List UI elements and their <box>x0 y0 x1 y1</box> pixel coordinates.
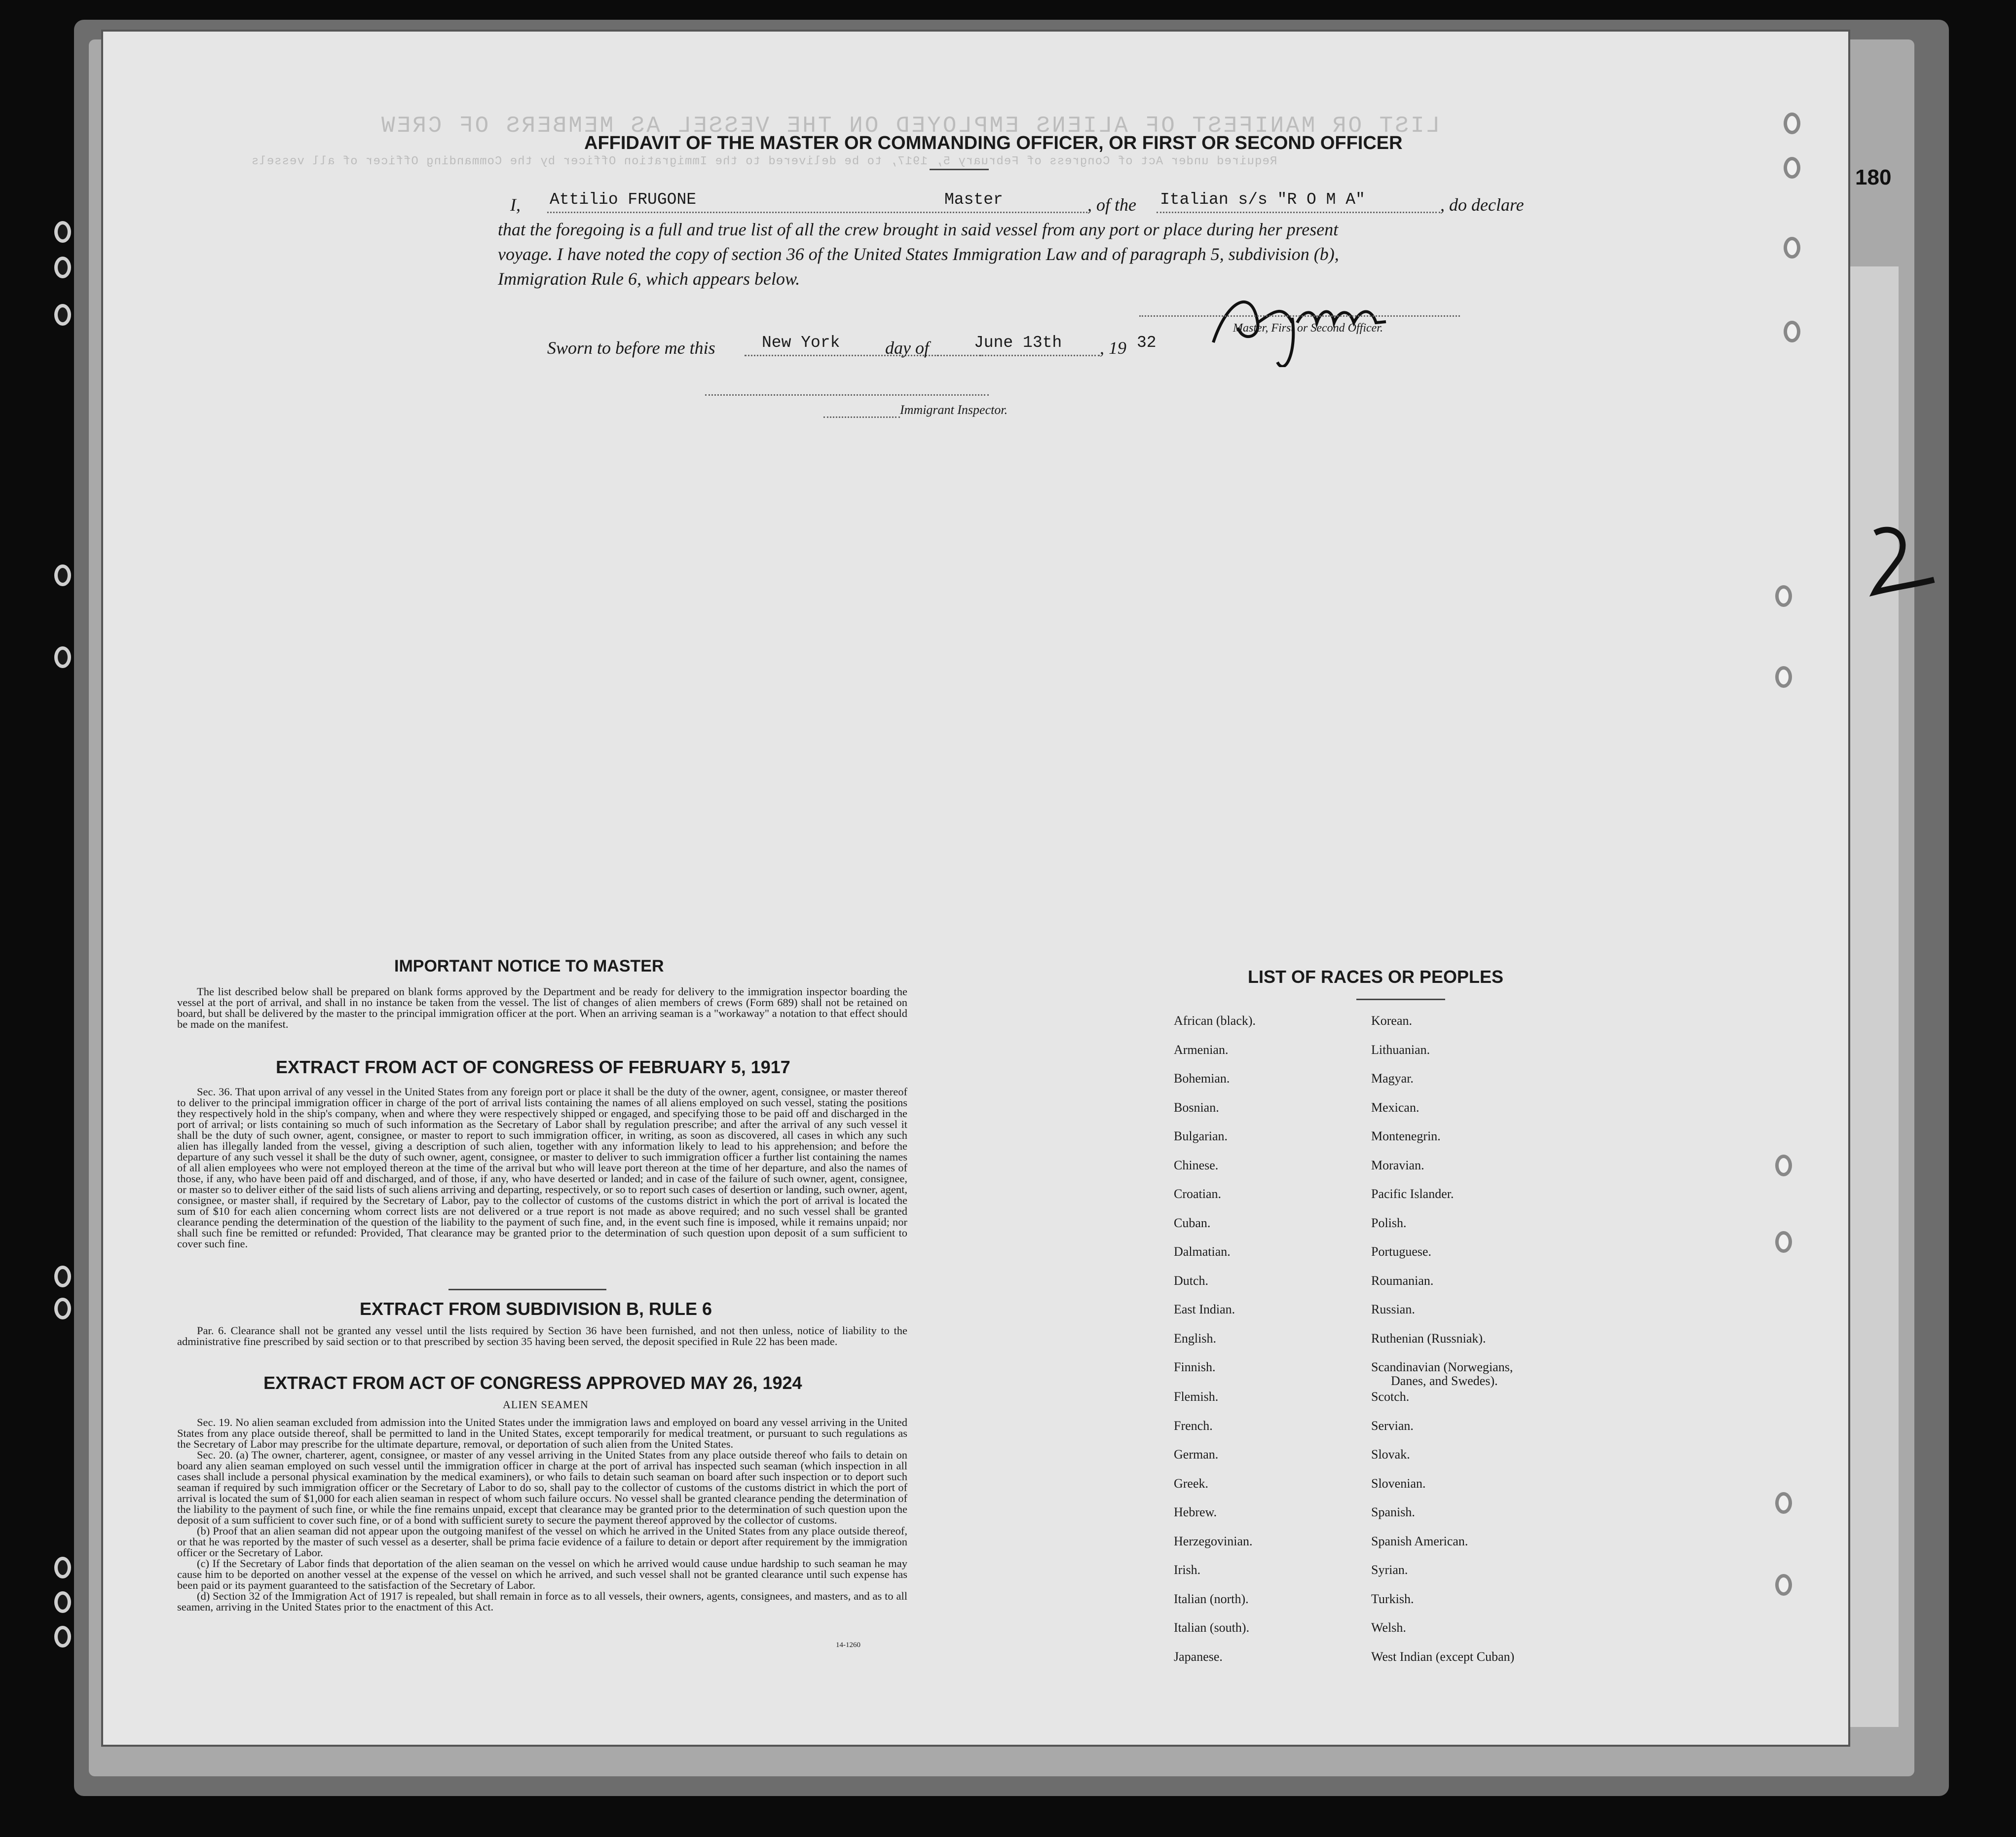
race-item: French. <box>1174 1418 1213 1433</box>
extract-1917-title: EXTRACT FROM ACT OF CONGRESS OF FEBRUARY 5, 1917 <box>276 1057 790 1077</box>
race-item: Slovak. <box>1371 1447 1410 1462</box>
binder-hole <box>54 1626 71 1648</box>
pen-mark <box>1865 518 1939 602</box>
signature-line <box>1139 315 1460 317</box>
subdivision-title: EXTRACT FROM SUBDIVISION B, RULE 6 <box>360 1299 712 1319</box>
ring-hole <box>1775 1231 1792 1253</box>
ring-hole <box>1775 666 1792 688</box>
ring-hole <box>1775 1574 1792 1596</box>
binder-hole <box>54 1557 71 1578</box>
extract-1924-title: EXTRACT FROM ACT OF CONGRESS APPROVED MAY 26, 1924 <box>263 1373 802 1393</box>
race-item: Scotch. <box>1371 1389 1410 1404</box>
race-item: English. <box>1174 1331 1216 1346</box>
race-item: Korean. <box>1371 1013 1413 1028</box>
sec-20d: (d) Section 32 of the Immigration Act of 1917 is repealed, but shall remain in force as to all vessels, their owners, agents, consignees, and masters, and as to all seamen, arriving in the United States prior to the enactment of this Act. <box>177 1590 907 1613</box>
affidavit-title: AFFIDAVIT OF THE MASTER OR COMMANDING OFFICER, OR FIRST OR SECOND OFFICER <box>584 133 1403 153</box>
race-item: Herzegovinian. <box>1174 1534 1253 1548</box>
race-item: Ruthenian (Russniak). <box>1371 1331 1486 1346</box>
ring-hole <box>1784 157 1800 179</box>
sec-20a: Sec. 20. (a) The owner, charterer, agent, consignee, or master of any vessel arriving in the United States from any place outside thereof who fails to detain on board any alien seaman employed on such vessel until the immigration officer in charge at the port of arrival has inspected such seaman (which inspection in all cases shall include a personal physical examination by the medical examiners), or who fails to detain such seaman on board after such inspection or to deport such seaman if required by such immigration officer or the Secretary of Labor to do so, shall pay to the collector of customs of the customs district in which the port of arrival is located the sum of $1,000 for each alien seaman in respect of whom such failure occurs. No vessel shall be granted clearance pending the determination of the liability to the payment of such fine, or while the fine remains unpaid, except that clearance may be granted prior to the determination of such question upon the deposit of a sum sufficient to cover such fine, or of a bond with sufficient surety to secure the payment thereof approved by the collector of customs. <box>177 1449 907 1526</box>
race-item: Portuguese. <box>1371 1244 1432 1259</box>
name-line <box>547 212 1087 213</box>
notice-body: The list described below shall be prepared on blank forms approved by the Department and be ready for delivery to the immigration inspector boarding the vessel at the port of arrival, and shall in no instance be taken from the vessel. The list of changes of alien members of crews (Form 689) shall not be retained on board, but shall be delivered by the master to the principal immigration officer at the port. When an arriving seaman is a "workaway" a notation to that effect should be made on the manifest. <box>177 985 907 1030</box>
bleed-through-header: LIST OR MANIFEST OF ALIENS EMPLOYED ON THE VESSEL AS MEMBERS OF CREW <box>379 113 1440 139</box>
sec-20c: (c) If the Secretary of Labor finds that deportation of the alien seaman on the vessel on which he arrived would cause undue hardship to such seaman he may cause him to be deported on another vessel at the expense of the vessel on which he arrived, and such vessel shall not be granted clearance until such expense has been paid or its payment guaranteed to the satisfaction of the Secretary of Labor. <box>177 1557 907 1591</box>
race-item: Japanese. <box>1174 1649 1223 1664</box>
vessel-name: Italian s/s "R O M A" <box>1160 190 1365 209</box>
inspector-line-2 <box>823 416 900 418</box>
race-item-continuation: Danes, and Swedes). <box>1391 1374 1498 1388</box>
race-item: German. <box>1174 1447 1219 1462</box>
race-item: Mexican. <box>1371 1100 1419 1115</box>
binder-hole <box>54 1266 71 1287</box>
race-item: Magyar. <box>1371 1071 1414 1086</box>
manifest-page <box>101 30 1850 1747</box>
race-item: Finnish. <box>1174 1360 1216 1374</box>
race-item: Moravian. <box>1371 1158 1424 1172</box>
race-item: Bohemian. <box>1174 1071 1230 1086</box>
master-rank: Master <box>944 190 1003 209</box>
race-item: Italian (north). <box>1174 1591 1249 1606</box>
inspector-label: Immigrant Inspector. <box>900 403 1008 417</box>
race-item: Slovenian. <box>1371 1476 1426 1491</box>
race-item: Montenegrin. <box>1371 1129 1441 1143</box>
ring-hole <box>1775 585 1792 607</box>
binder-hole <box>54 304 71 326</box>
binder-hole <box>54 1298 71 1319</box>
bleed-through-subheader: Required under Act of Congress of February 5, 1917, to be delivered to the Immigration Officer by the Commanding Officer of all vessels <box>251 155 1277 168</box>
race-item: Armenian. <box>1174 1042 1229 1057</box>
extract-1917-body: Sec. 36. That upon arrival of any vessel in the United States from any foreign port or place it shall be the duty of the owner, agent, consignee, or master thereof to deliver to the principal immigration officer in charge of the port of arrival lists containing the names of all aliens employed on such vessel, stating the positions they respectively hold in the ship's company, when and where they were respectively shipped or engaged, and specifying those to be paid off and discharged in the port of arrival; or lists containing so much of such information as the Secretary of Labor shall by regulation prescribe; and after the arrival of any such vessel it shall be the duty of such owner, agent, consignee, or master to report to such immigration officer, in writing, as soon as discovered, all cases in which any such alien has illegally landed from the vessel, giving a description of such alien, together with any information likely to lead to his apprehension; and before the departure of any such vessel it shall be the duty of such owner, agent, consignee, or master to deliver to such immigration officer a further list containing the names of all alien employees who were not employed thereon at the time of the arrival but who will leave port thereon at the time of her departure, and also the names of those, if any, who have been paid off and discharged, and of those, if any, who have deserted or landed; and in case of the failure of such owner, agent, consignee, or master so to deliver either of the said lists of such aliens arriving and departing, respectively, or so to report such cases of desertion or landing, such owner, agent, consignee, or master shall, if required by the Secretary of Labor, pay to the collector of customs of the customs district in which the port of arrival is located the sum of $10 for each alien concerning whom correct lists are not delivered or a true report is not made as above required; and no such vessel shall be granted clearance pending the determination of the question of the liability to the payment of such fine, and, in the event such fine is imposed, while it remains unpaid; nor shall such fine be remitted or refunded: Provided, That clearance may be granted prior to the determination of such question upon deposit of a sum sufficient to cover such fine. <box>177 1086 907 1250</box>
ring-hole <box>1784 112 1800 134</box>
affidavit-line-3: voyage. I have noted the copy of section 36 of the United States Immigration Law and of paragraph 5, subdivision (b), <box>498 244 1339 264</box>
year-suffix: 32 <box>1137 334 1157 352</box>
signer-role: Master, First or Second Officer. <box>1233 322 1383 335</box>
binder-hole <box>54 646 71 668</box>
affidavit-line-4: Immigration Rule 6, which appears below. <box>498 269 800 289</box>
race-item: Turkish. <box>1371 1591 1414 1606</box>
of-the-text: , of the <box>1087 195 1136 215</box>
race-item: Dutch. <box>1174 1273 1209 1288</box>
section-divider <box>448 1289 606 1290</box>
master-name: Attilio FRUGONE <box>550 190 697 209</box>
race-item: African (black). <box>1174 1013 1256 1028</box>
race-item: West Indian (except Cuban) <box>1371 1649 1515 1664</box>
title-divider <box>930 169 989 170</box>
ring-hole <box>1784 321 1800 342</box>
ring-hole <box>1775 1492 1792 1514</box>
race-item: Italian (south). <box>1174 1620 1250 1635</box>
race-item: Flemish. <box>1174 1389 1219 1404</box>
race-item: Roumanian. <box>1371 1273 1434 1288</box>
race-item: Servian. <box>1371 1418 1414 1433</box>
binder-hole <box>54 257 71 278</box>
master-signature <box>1198 268 1504 367</box>
day-of-text: day of <box>885 338 929 358</box>
race-item: Spanish. <box>1371 1505 1415 1519</box>
vessel-line <box>1157 212 1440 213</box>
binder-hole <box>54 564 71 586</box>
affidavit-line-2: that the foregoing is a full and true list of all the crew brought in said vessel from any port or place during her present <box>498 220 1339 239</box>
race-item: Polish. <box>1371 1215 1407 1230</box>
inspector-line-1 <box>705 394 989 396</box>
sworn-text: Sworn to before me this <box>547 338 715 358</box>
race-item: Welsh. <box>1371 1620 1406 1635</box>
race-item: Bosnian. <box>1174 1100 1219 1115</box>
sec-19: Sec. 19. No alien seaman excluded from admission into the United States under the immigration laws and employed on board any vessel arriving in the United States from any place outside thereof, shall be permitted to land in the United States, except temporarily for medical treatment, or pursuant to such regulations as the Secretary of Labor may prescribe for the ultimate departure, removal, or deportation of such alien from the United States. <box>177 1416 907 1450</box>
race-item: Hebrew. <box>1174 1505 1217 1519</box>
do-declare-text: , do declare <box>1440 195 1524 215</box>
sworn-place: New York <box>762 334 840 352</box>
race-item: Pacific Islander. <box>1371 1187 1454 1201</box>
affidavit-i: I, <box>510 195 521 215</box>
race-item: Spanish American. <box>1371 1534 1468 1548</box>
subdivision-body: Par. 6. Clearance shall not be granted any vessel until the lists required by Section 36 have been furnished, and not then unless, notice of liability to the administrative fine prescribed by said section or to that prescribed by section 35 having been served, the deposit specified in Rule 22 has been made. <box>177 1324 907 1348</box>
alien-seamen-subtitle: ALIEN SEAMEN <box>503 1398 589 1411</box>
race-item: Irish. <box>1174 1563 1201 1577</box>
race-item: Bulgarian. <box>1174 1129 1228 1143</box>
race-item: Croatian. <box>1174 1187 1222 1201</box>
binder-hole <box>54 1591 71 1613</box>
race-item: Dalmatian. <box>1174 1244 1231 1259</box>
ring-hole <box>1775 1155 1792 1176</box>
race-item: Scandinavian (Norwegians, <box>1371 1360 1513 1374</box>
race-item: Syrian. <box>1371 1563 1408 1577</box>
race-item: East Indian. <box>1174 1302 1235 1316</box>
page-number: 180 <box>1855 165 1892 189</box>
races-divider <box>1356 999 1445 1000</box>
race-item: Greek. <box>1174 1476 1209 1491</box>
year-prefix: , 19 <box>1100 338 1126 358</box>
sec-20b: (b) Proof that an alien seaman did not appear upon the outgoing manifest of the vessel on which he arrived in the United States from any place outside thereof, or that he was reported by the master of such vessel as a deserter, shall be prima facie evidence of a failure to detain or deport after requirement by the immigration officer or the Secretary of Labor. <box>177 1525 907 1559</box>
race-item: Chinese. <box>1174 1158 1219 1172</box>
sworn-date: June 13th <box>974 334 1062 352</box>
notice-title: IMPORTANT NOTICE TO MASTER <box>394 957 664 975</box>
races-title: LIST OF RACES OR PEOPLES <box>1248 967 1504 987</box>
race-item: Lithuanian. <box>1371 1042 1430 1057</box>
race-item: Cuban. <box>1174 1215 1211 1230</box>
ring-hole <box>1784 237 1800 259</box>
race-item: Russian. <box>1371 1302 1415 1316</box>
form-number: 14-1260 <box>836 1641 860 1649</box>
extract-1924-body <box>177 1417 907 1612</box>
sworn-date-line <box>937 355 1100 356</box>
binder-hole <box>54 221 71 243</box>
